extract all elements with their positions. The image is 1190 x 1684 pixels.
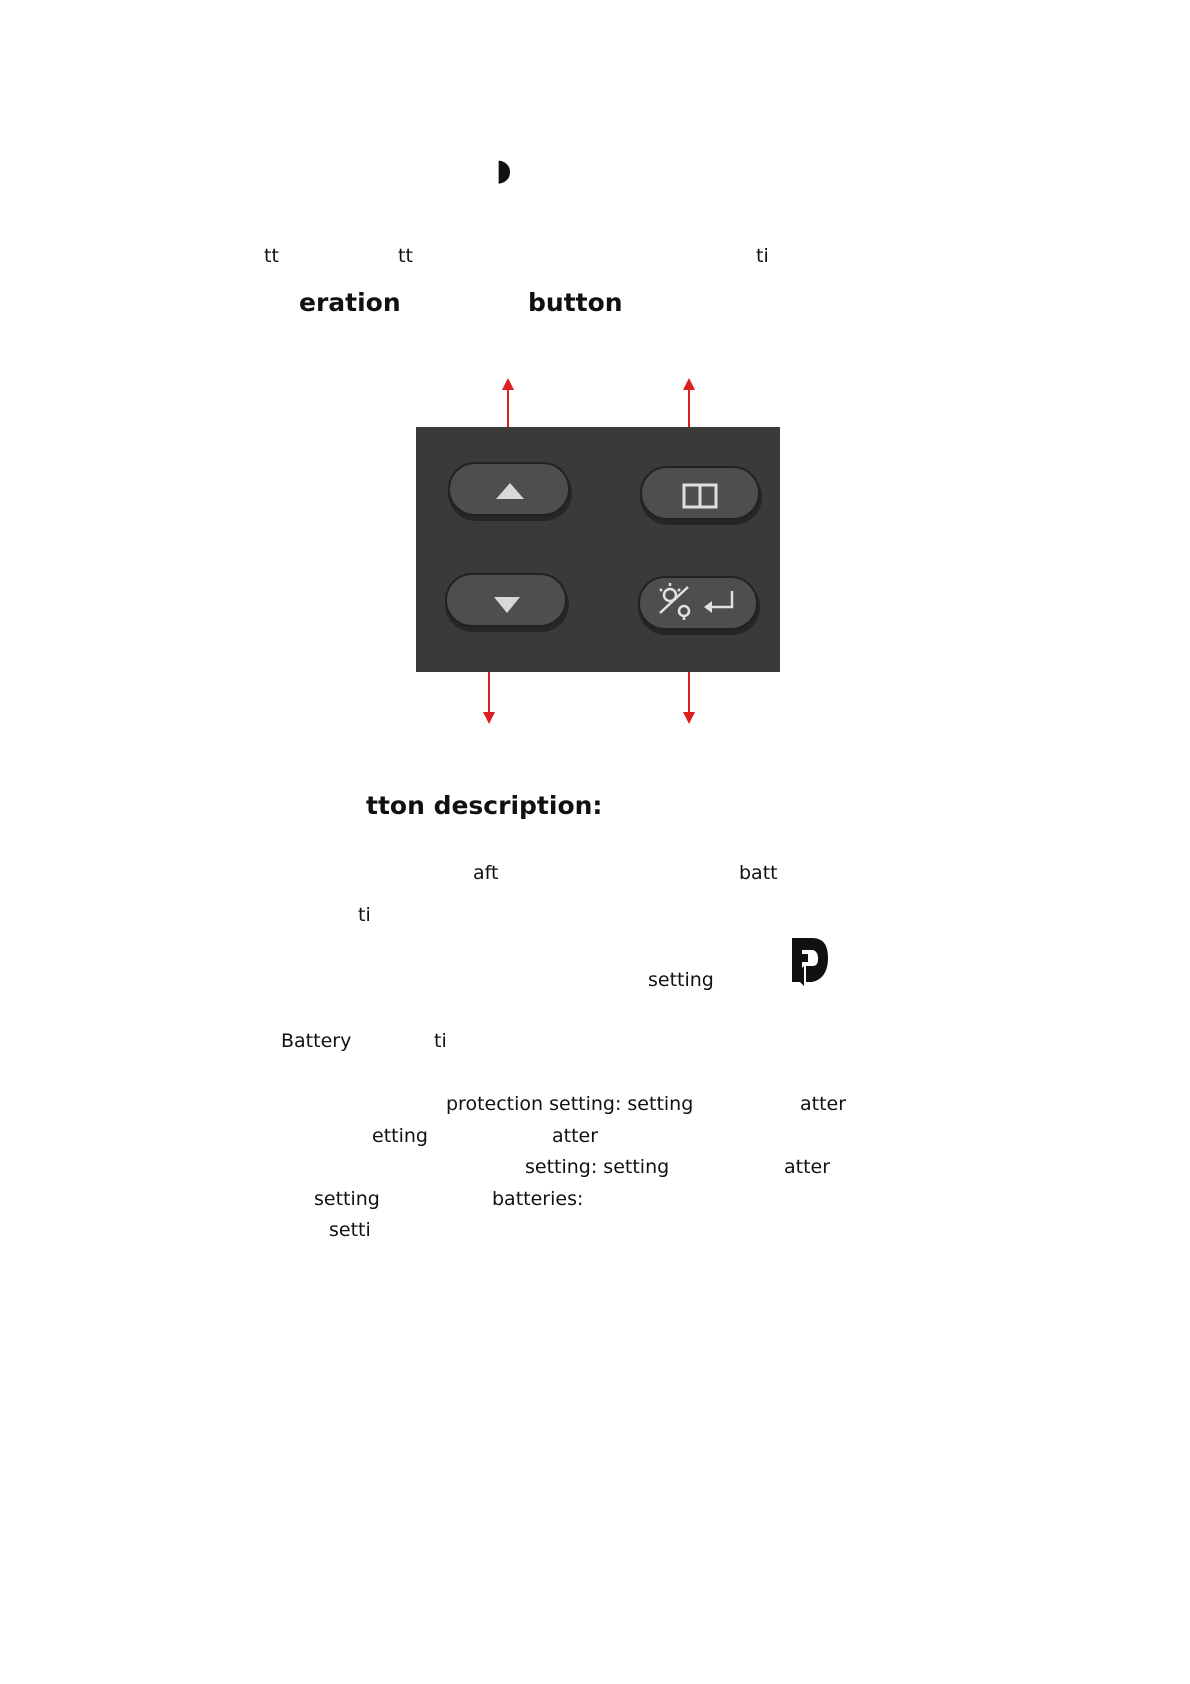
text-fragment: ti xyxy=(358,904,371,926)
text-fragment: tt xyxy=(264,245,279,267)
arrow-up-right xyxy=(679,378,699,428)
text-fragment: setti xyxy=(329,1219,371,1241)
section-heading: tton description: xyxy=(366,791,603,820)
arrow-down-right xyxy=(679,672,699,726)
arrow-down-left xyxy=(479,672,499,726)
text-fragment: etting xyxy=(372,1125,428,1147)
moon-glyph: ◗ xyxy=(496,153,512,188)
control-panel-photo xyxy=(416,427,780,672)
light-enter-button xyxy=(638,577,760,635)
text-fragment: atter xyxy=(784,1156,831,1178)
text-fragment: batteries: xyxy=(492,1188,584,1210)
text-fragment: Battery xyxy=(281,1030,352,1052)
text-fragment: atter xyxy=(552,1125,599,1147)
text-fragment: setting xyxy=(314,1188,380,1210)
manual-button xyxy=(640,467,762,525)
text-fragment: protection setting: setting xyxy=(446,1093,694,1115)
up-button xyxy=(448,463,572,521)
section-heading: button xyxy=(528,288,623,317)
text-fragment: aft xyxy=(473,862,499,884)
text-fragment: atter xyxy=(800,1093,847,1115)
arrow-up-left xyxy=(498,378,518,428)
text-fragment: setting xyxy=(648,969,714,991)
text-fragment: setting: setting xyxy=(525,1156,670,1178)
section-heading: eration xyxy=(299,288,401,317)
text-fragment: batt xyxy=(739,862,778,884)
pd-logo-icon xyxy=(790,936,830,988)
text-fragment: ti xyxy=(756,245,769,267)
text-fragment: ti xyxy=(434,1030,447,1052)
text-fragment: tt xyxy=(398,245,413,267)
down-button xyxy=(445,574,569,632)
